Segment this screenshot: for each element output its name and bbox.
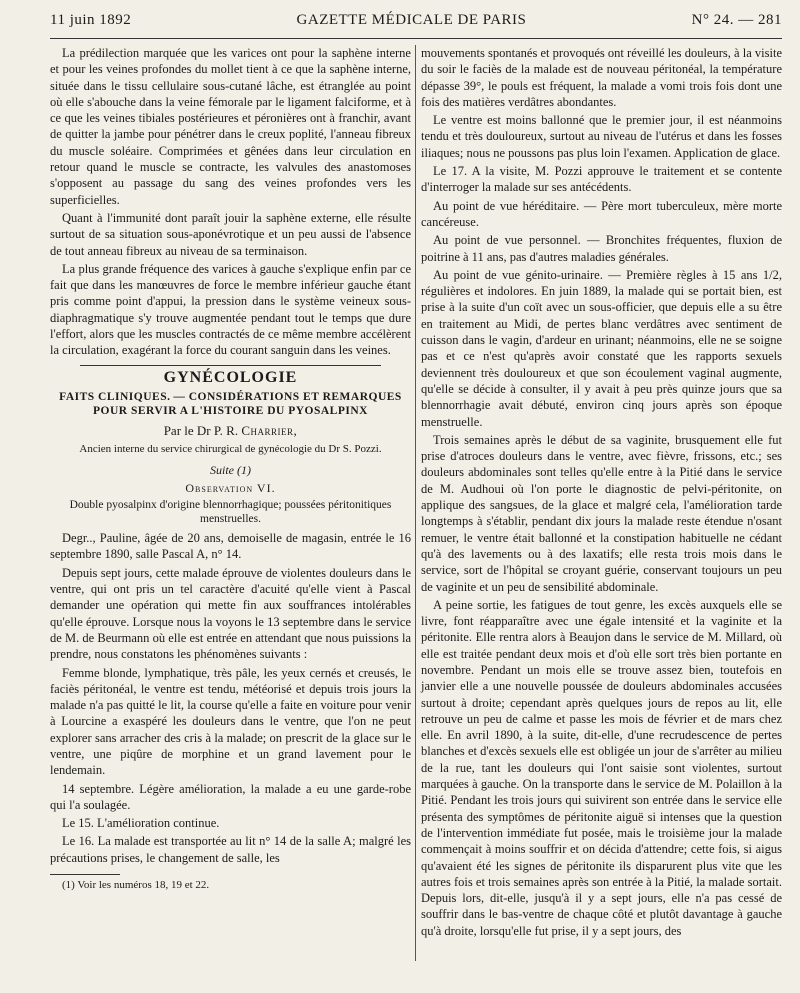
paragraph: Quant à l'immunité dont paraît jouir la saphène externe, elle résulte surtout de sa situation sous-aponévrotique et un peu aussi de l'absence de tout anneau fibreux au niveau de sa terminaison.	[50, 210, 411, 258]
rubric-label: FAITS CLINIQUES.	[59, 390, 171, 403]
rubric-title: — CONSIDÉRATIONS ET REMARQUES POUR SERVIR A L'HISTOIRE DU PYOSALPINX	[93, 390, 402, 418]
right-column	[421, 45, 782, 941]
paragraph: La prédilection marquée que les varices ont pour la saphène interne et pour les veines profondes du mollet tient à ce que la saphène interne, située dans le tissu cellulaire sous-cutané lâche, est étranglée au point où elle s'abouche dans la veine fémorale par le ligament falciforme, et à ce que les veines tibiales postérieures et péronières ont à franchir, avant de quitter la jambe pour pénétrer dans le creux poplité, l'anneau fibreux du muscle soléaire. Comprimées et gênées dans leur circulation en retour quand le muscle se contracte, les valvules des anastomoses s'opposent au passage du sang des veines profondes vers les superficielles.	[50, 46, 411, 207]
left-column	[50, 45, 411, 941]
paragraph: Le 15. L'amélioration continue.	[62, 816, 220, 831]
paragraph: Le 17. A la visite, M. Pozzi approuve le traitement et se contente d'interroger la malade sur ses antécédents.	[421, 164, 782, 195]
paragraph: A peine sortie, les fatigues de tout genre, les excès auxquels elle se livre, font réapparaître avec une égale intensité et la vaginite et la péritonite. Elle rentra alors à Beaujon dans le service de M. Millard, où elle est traitée pendant deux mois et d'où elle sort très bien portante en novembre. Pendant un mois elle se trouve assez bien, toutefois en janvier elle a une nouvelle poussée de douleurs abdominales accusées surtout à droite; cependant après quelques jours de repos au lit, elle retrouve un peu de calme et passe les mois de février et de mars chez elle. En avril 1890, à la suite, dit-elle, d'une recrudescence de pertes blanches et d'excès sexuels elle est obligée un jour de s'arrêter au milieu de la rue, tant les douleurs qui l'ont saisie sont violentes, surtout marquées à gauche. On la transporte dans le service de M. Polaillon à la Pitié. Pendant les trois jours qui suivirent son entrée dans le service elle présenta des symptômes de péritonite aiguë si intenses que la question de l'intervention immédiate fut posée, mais le troisième jour la malade commençait à moins souffrir et on décida d'attendre; cette fois, si aigus qu'avaient été les signes de péritonite ils disparurent plus vite que les autres fois et trois semaines après son entrée à la Pitié, la malade sortait. Depuis lors, dit-elle, jusqu'à il y a sept jours, elle n'a pas cessé de souffrir dans le bas-ventre de chaque côté et plutôt davantage à gauche qu'à droite, lorsqu'elle fut prise, il y a sept jours, des	[421, 597, 782, 938]
footnote-rule	[50, 874, 120, 875]
paragraph: Au point de vue personnel. — Bronchites fréquentes, fluxion de poitrine à 11 ans, pas d'autres maladies générales.	[421, 233, 782, 264]
paragraph: Au point de vue héréditaire. — Père mort tuberculeux, mère morte cancéreuse.	[421, 198, 782, 229]
header-date: 11 juin 1892	[50, 12, 132, 28]
text-columns	[50, 45, 782, 941]
paragraph: Depuis sept jours, cette malade éprouve de violentes douleurs dans le ventre, qui ont pris un tel caractère d'acuité qu'elle vient à Pascal demander une opération qui mette fin aux souffrances intolérables qu'elle éprouve. Lorsque nous la voyons le 13 septembre dans le service de M. de Beurmann où elle est entrée en attendant que nous puissions la prendre, nous constatons les phénomènes suivants :	[50, 565, 411, 662]
paragraph: Femme blonde, lymphatique, très pâle, les yeux cernés et creusés, le faciès péritonéal, le ventre est tendu, météorisé et depuis trois jours la malade n'a pas quitté le lit, la course qu'elle a faite en voiture pour venir à Lourcine a exaspéré les douleurs dans le ventre, que l'on ne peut explorer sans arracher des cris à la malade; on prescrit de la glace sur le ventre, une piqûre de morphine et un grand lavement pour le lendemain.	[50, 665, 411, 778]
continuation-note: Suite (1)	[210, 462, 251, 477]
paragraph: Le 16. La malade est transportée au lit n° 14 de la salle A; malgré les précautions prises, le changement de salle, les	[50, 834, 411, 865]
author-prefix: Par le Dr P. R.	[163, 422, 239, 438]
paragraph: Trois semaines après le début de sa vaginite, brusquement elle fut prise d'atroces douleurs dans le ventre, avec fièvre, frissons, etc.; ses douleurs abdominales sont telles qu'elle entre à la Pitié dans le service de M. Audhoui où l'on porte le diagnostic de pelvi-péritonite, on applique des sangsues, de la glace et malgré cela, l'amélioration tarde longtemps à s'établir, pendant dix jours la malade reste étendue n'osant remuer, le ventre était ballonné et la constipation habituelle ne cédant qu'à des lavements ou à des laxatifs; elle resta trois mois dans le service, sort de l'hôpital se croyant guérie, conservant toujours un peu de vaginite et un peu de sensibilité abdominale.	[421, 432, 782, 594]
column-divider	[415, 45, 416, 961]
footnote: (1) Voir les numéros 18, 19 et 22.	[62, 879, 210, 892]
paragraph: 14 septembre. Légère amélioration, la malade a eu une garde-robe qui l'a soulagée.	[50, 781, 411, 812]
observation-heading: Observation VI.	[185, 480, 276, 495]
author-name: Charrier,	[241, 422, 298, 438]
paragraph: Degr.., Pauline, âgée de 20 ans, demoiselle de magasin, entrée le 16 septembre 1890, salle Pascal A, n° 14.	[50, 531, 411, 562]
paragraph: mouvements spontanés et provoqués ont réveillé les douleurs, à la visite du soir le faciès de la malade est de nouveau péritonéal, la température dépasse 39°, le pouls est fréquent, la malade a vomi trois fois dont une fois des matières verdâtres abondantes.	[421, 46, 782, 109]
section-divider	[80, 365, 381, 366]
header-journal-title: GAZETTE MÉDICALE DE PARIS	[296, 12, 527, 28]
article-author	[50, 423, 411, 439]
header-issue-page: N° 24. — 281	[691, 12, 782, 28]
running-header	[50, 12, 782, 39]
article-rubric	[50, 390, 411, 419]
paragraph: Le ventre est moins ballonné que le premier jour, il est néanmoins tendu et très douloureux, surtout au niveau de l'utérus et dans les fosses iliaques; nous ne poussons pas plus loin l'examen. Application de glace.	[421, 113, 782, 160]
paragraph: Au point de vue génito-urinaire. — Première règles à 15 ans 1/2, régulières et indolores. En juin 1889, la malade qui se portait bien, est prise à la suite d'un coït avec un sous-officier, que depuis elle a su être en traitement au Midi, de pertes blanc verdâtres avec sentiment de cuisson dans le vagin, d'ardeur en urinant; néanmoins, elle ne se soigne pas et ce n'est qu'après avoir constaté que les rapports sexuels deviennent très douloureux et que son écoulement vaginal augmente, qu'elle se décide à consulter, il y avait à peu près quinze jours que sa blennorrhagie avait débuté, environ cinq jours après son époque menstruelle.	[421, 267, 782, 429]
author-affiliation: Ancien interne du service chirurgical de gynécologie du Dr S. Pozzi.	[79, 443, 382, 456]
paragraph: La plus grande fréquence des varices à gauche s'explique enfin par ce fait que dans les manœuvres de force le membre inférieur gauche étant pris comme point d'appui, la pression dans le système veineux sous-diaphragmatique s'y trouve augmentée pendant tout le temps que dure l'effort, alors que les muscles contractés de ce même membre accélèrent la circulation, exagérant la force du courant sanguin dans les veines.	[50, 261, 411, 358]
section-title: GYNÉCOLOGIE	[163, 368, 298, 386]
observation-subtitle: Double pyosalpinx d'origine blennorrhagique; poussées péritonitiques menstruelles.	[69, 499, 392, 526]
